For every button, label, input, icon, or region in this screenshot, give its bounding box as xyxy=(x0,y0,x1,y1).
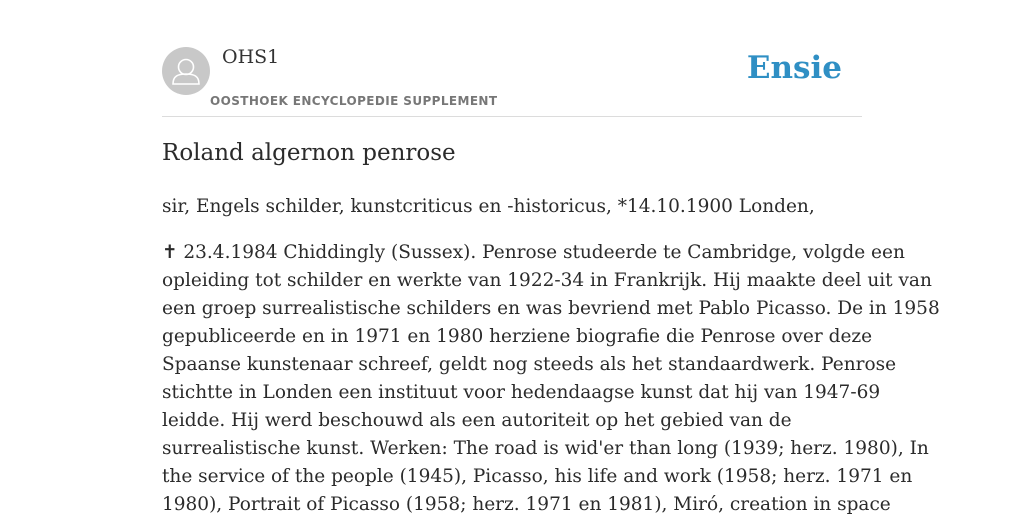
body-line: een groep surrealistische schilders en was bevriend met Pablo Picasso. De in 1958 xyxy=(162,298,940,319)
article-lead: sir, Engels schilder, kunstcriticus en -historicus, *14.10.1900 Londen, xyxy=(162,196,815,217)
body-line: surrealistische kunst. Werken: The road is wid'er than long (1939; herz. 1980), In xyxy=(162,438,929,459)
body-line: stichtte in Londen een instituut voor hedendaagse kunst dat hij van 1947-69 xyxy=(162,382,881,403)
body-line: leidde. Hij werd beschouwd als een autoriteit op het gebied van de xyxy=(162,410,792,431)
body-line: ✝ 23.4.1984 Chiddingly (Sussex). Penrose studeerde te Cambridge, volgde een xyxy=(162,242,905,263)
avatar[interactable] xyxy=(162,47,210,95)
source-code[interactable]: OHS1 xyxy=(222,46,280,68)
brand-logo[interactable]: Ensie xyxy=(746,50,842,86)
page-container xyxy=(162,0,940,515)
article-title: Roland algernon penrose xyxy=(162,140,456,166)
body-line: opleiding tot schilder en werkte van 1922-34 in Frankrijk. Hij maakte deel uit van xyxy=(162,270,932,291)
body-line: the service of the people (1945), Picasso, his life and work (1958; herz. 1971 en xyxy=(162,466,913,487)
body-line: gepubliceerde en in 1971 en 1980 herziene biografie die Penrose over deze xyxy=(162,326,873,347)
user-icon xyxy=(162,47,210,95)
source-name[interactable]: OOSTHOEK ENCYCLOPEDIE SUPPLEMENT xyxy=(210,94,498,108)
source-header xyxy=(162,0,862,117)
body-line: 1980), Portrait of Picasso (1958; herz. 1971 en 1981), Miró, creation in space xyxy=(162,494,891,515)
article-body xyxy=(162,239,940,519)
body-line: Spaanse kunstenaar schreef, geldt nog steeds als het standaardwerk. Penrose xyxy=(162,354,897,375)
